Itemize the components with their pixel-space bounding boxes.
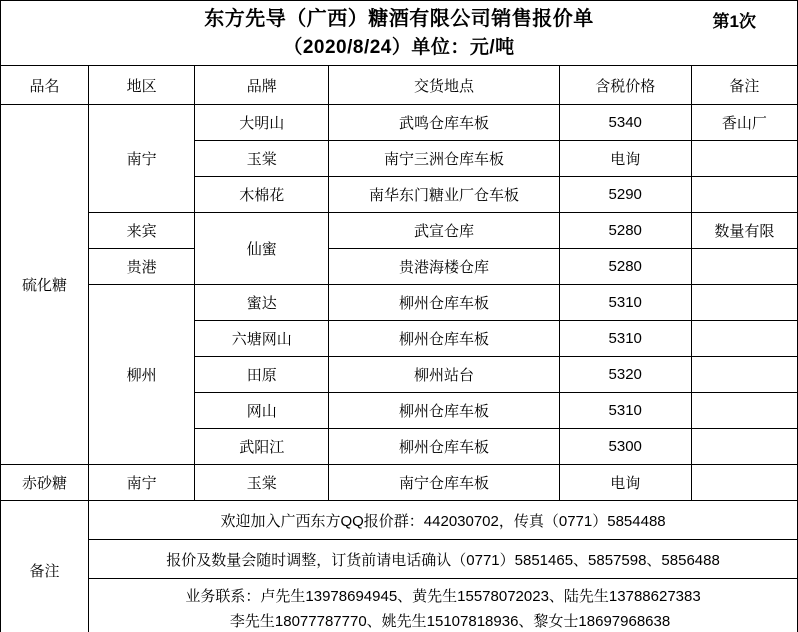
price-cell: 5310 [559,393,691,429]
brand-cell: 仙蜜 [195,213,329,285]
column-header-region: 地区 [89,66,195,105]
round-badge: 第1次 [712,12,756,31]
brand-cell: 蜜达 [195,285,329,321]
footer-line-confirm: 报价及数量会随时调整，订货前请电话确认（0771）5851465、5857598、5856488 [89,540,798,579]
note-cell [691,141,797,177]
footer-row-3 [1,579,798,632]
brand-cell: 大明山 [195,105,329,141]
price-cell: 电询 [559,141,691,177]
document-title-cell [1,1,798,66]
brand-cell: 木棉花 [195,177,329,213]
table-row [1,249,798,285]
note-cell [691,285,797,321]
note-cell [691,465,797,501]
place-cell: 柳州站台 [329,357,559,393]
note-cell [691,177,797,213]
brand-cell: 网山 [195,393,329,429]
place-cell: 南华东门糖业厂仓车板 [329,177,559,213]
footer-row-1 [1,501,798,540]
price-cell: 5340 [559,105,691,141]
brand-cell: 六塘网山 [195,321,329,357]
price-cell: 5290 [559,177,691,213]
column-header-brand: 品牌 [195,66,329,105]
price-cell: 5310 [559,285,691,321]
place-cell: 柳州仓库车板 [329,285,559,321]
price-cell: 5310 [559,321,691,357]
region-guigang: 贵港 [89,249,195,285]
note-cell: 数量有限 [691,213,797,249]
footer-contacts-second: 李先生18077787770、姚先生15107818936、黎女士18697968638 [229,613,671,630]
note-cell: 香山厂 [691,105,797,141]
category-chishatang: 赤砂糖 [1,465,89,501]
brand-cell: 玉棠 [195,141,329,177]
price-cell: 5280 [559,249,691,285]
region-laibin: 来宾 [89,213,195,249]
brand-cell: 武阳江 [195,429,329,465]
place-cell: 南宁仓库车板 [329,465,559,501]
place-cell: 柳州仓库车板 [329,393,559,429]
column-header-price: 含税价格 [559,66,691,105]
table-row [1,285,798,321]
place-cell: 武鸣仓库车板 [329,105,559,141]
region-liuzhou: 柳州 [89,285,195,465]
place-cell: 柳州仓库车板 [329,429,559,465]
footer-line-qq-group: 欢迎加入广西东方QQ报价群：442030702，传真（0771）5854488 [89,501,798,540]
column-header-product: 品名 [1,66,89,105]
note-cell [691,249,797,285]
place-cell: 贵港海楼仓库 [329,249,559,285]
note-cell [691,357,797,393]
footer-label: 备注 [1,501,89,632]
place-cell: 柳州仓库车板 [329,321,559,357]
price-cell: 5320 [559,357,691,393]
brand-cell: 玉棠 [195,465,329,501]
title-row [1,1,798,66]
table-row [1,213,798,249]
region-cell: 南宁 [89,465,195,501]
footer-row-2 [1,540,798,579]
column-header-note: 备注 [691,66,797,105]
note-cell [691,429,797,465]
note-cell [691,393,797,429]
place-cell: 南宁三洲仓库车板 [329,141,559,177]
table-row [1,105,798,141]
table-row [1,465,798,501]
category-liuhuatang: 硫化糖 [1,105,89,465]
price-cell: 5280 [559,213,691,249]
place-cell: 武宣仓库 [329,213,559,249]
footer-line-contacts [89,579,798,632]
brand-cell: 田原 [195,357,329,393]
table-header-row [1,66,798,105]
region-nanning: 南宁 [89,105,195,213]
note-cell [691,321,797,357]
price-cell: 电询 [559,465,691,501]
footer-contacts-first: 业务联系：卢先生13978694945、黄先生15578072023、陆先生13788627383 [185,588,701,605]
page-subtitle: （2020/8/24）单位：元/吨 [283,37,515,58]
page-title: 东方先导（广西）糖酒有限公司销售报价单 [204,8,594,30]
price-cell: 5300 [559,429,691,465]
column-header-place: 交货地点 [329,66,559,105]
